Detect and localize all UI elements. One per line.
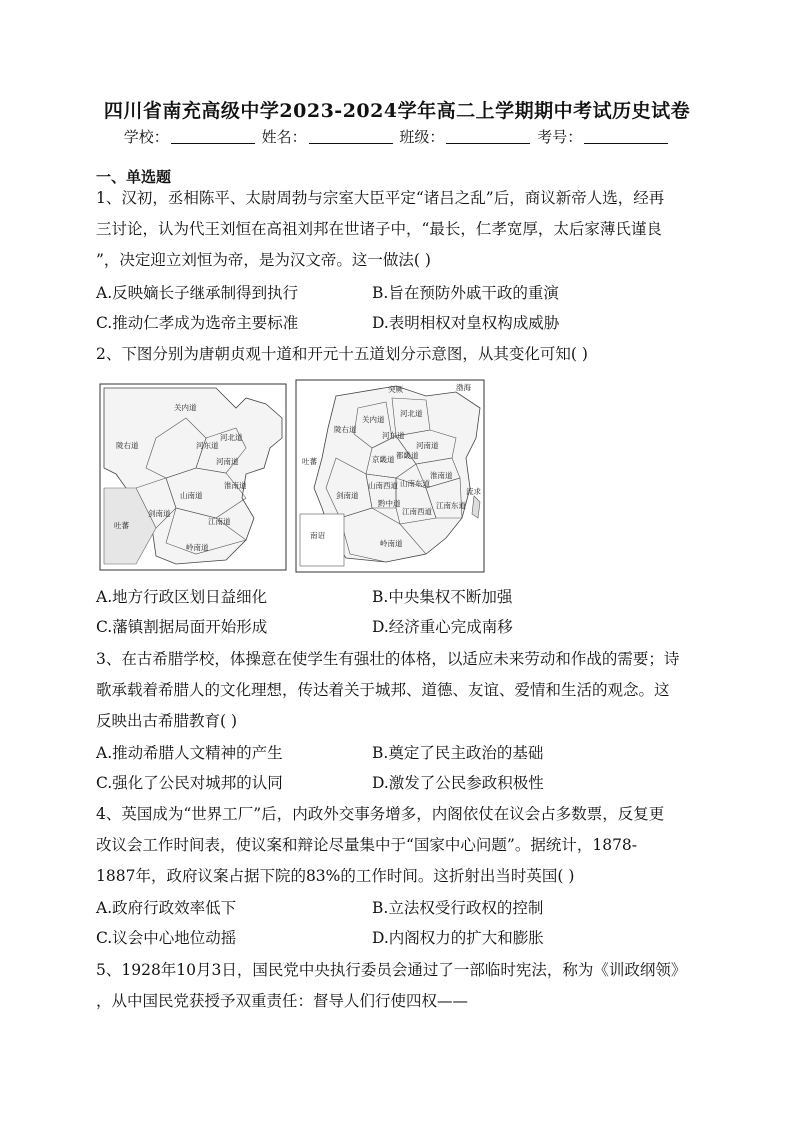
map2-label: 剑南道: [336, 491, 359, 500]
map1-label: 山南道: [180, 491, 203, 500]
class-blank[interactable]: [446, 129, 530, 144]
map1-label: 岭南道: [186, 543, 209, 552]
map2-label: 吐蕃: [302, 457, 317, 466]
question-3-stem: [96, 644, 696, 737]
question-2-stem: [96, 339, 696, 370]
map2-label: 河东道: [382, 431, 405, 440]
map1-label: 剑南道: [148, 509, 171, 518]
question-4-stem: [96, 799, 696, 892]
question-line: ”，决定迎立刘恒为帝，是为汉文帝。这一做法( ): [96, 251, 431, 269]
question-line: 5、1928年10月3日，国民党中央执行委员会通过了一部临时宪法，称为《训政纲领》: [96, 961, 687, 979]
map2-label: 关内道: [362, 415, 385, 424]
map1-label: 江南道: [208, 517, 231, 526]
question-line: 改议会工作时间表，使议案和辩论尽量集中于“国家中心问题”。据统计，1878-: [96, 836, 638, 854]
school-label: 学校：: [123, 128, 169, 146]
map1-label: 吐蕃: [114, 521, 129, 530]
map2-label: 京畿道: [372, 455, 395, 464]
name-blank[interactable]: [309, 129, 393, 144]
map2-label: 流求: [466, 487, 481, 496]
map2-label: 渤海: [456, 383, 471, 392]
option-b[interactable]: B.中央集权不断加强: [372, 588, 513, 606]
map2-label: 山南西道: [368, 481, 398, 490]
option-b[interactable]: B.立法权受行政权的控制: [372, 899, 544, 917]
map2-label: 陇右道: [334, 425, 357, 434]
class-label: 班级：: [399, 128, 445, 146]
map2-label: 都畿道: [396, 451, 419, 460]
question-line: 1、汉初，丞相陈平、太尉周勃与宗室大臣平定“诸吕之乱”后，商议新帝人选，经再: [96, 189, 665, 207]
school-blank[interactable]: [171, 129, 255, 144]
question-1-options: [96, 278, 696, 338]
question-line: 1887年，政府议案占据下院的83%的工作时间。这折射出当时英国( ): [96, 867, 575, 885]
exam-number-blank[interactable]: [584, 129, 668, 144]
option-d[interactable]: D.经济重心完成南移: [372, 618, 513, 636]
question-1-stem: [96, 183, 696, 276]
map2-label: 山南东道: [400, 479, 430, 488]
question-5-stem: [96, 955, 696, 1017]
page-title: 四川省南充高级中学2023-2024学年高二上学期期中考试历史试卷: [103, 100, 691, 122]
option-c[interactable]: C.强化了公民对城邦的认同: [96, 774, 283, 792]
option-a[interactable]: A.反映嫡长子继承制得到执行: [96, 284, 299, 302]
option-b[interactable]: B.旨在预防外戚干政的重演: [372, 284, 559, 302]
question-line: ，从中国民党获授予双重责任：督导人们行使四权——: [96, 992, 469, 1010]
question-line: 2、下图分别为唐朝贞观十道和开元十五道划分示意图，从其变化可知( ): [96, 345, 588, 363]
option-a[interactable]: A.推动希腊人文精神的产生: [96, 744, 283, 762]
map2-label: 南诏: [310, 531, 325, 540]
map2-label: 江南西道: [402, 507, 432, 516]
question-line: 3、在古希腊学校，体操意在使学生有强壮的体格，以适应未来劳动和作战的需要；诗: [96, 650, 680, 668]
exam-number-label: 考号：: [537, 128, 583, 146]
tang-maps-figure: [96, 378, 488, 576]
option-b[interactable]: B.奠定了民主政治的基础: [372, 744, 544, 762]
question-4-options: [96, 893, 696, 953]
question-line: 反映出古希腊教育( ): [96, 712, 238, 730]
option-d[interactable]: D.内阁权力的扩大和膨胀: [372, 929, 544, 947]
map1-label: 淮南道: [224, 481, 247, 490]
map2-label: 河北道: [400, 409, 423, 418]
map2-label: 江南东道: [436, 501, 466, 510]
question-line: 三讨论，认为代王刘恒在高祖刘邦在世诸子中，“最长，仁孝宽厚，太后家薄氏谨良: [96, 220, 662, 238]
map2-label: 岭南道: [380, 539, 403, 548]
map1-label: 关内道: [174, 403, 197, 412]
section-heading: 一、单选题: [96, 168, 172, 186]
question-line: 4、英国成为“世界工厂”后，内政外交事务增多，内阁依仗在议会占多数票，反复更: [96, 805, 665, 823]
map2-label: 黔中道: [378, 499, 401, 508]
option-d[interactable]: D.表明相权对皇权构成威胁: [372, 314, 560, 332]
question-2-options: [96, 582, 696, 642]
map1-label: 河南道: [216, 457, 239, 466]
map1-label: 河东道: [196, 441, 219, 450]
question-3-options: [96, 738, 696, 798]
zhenguan-map: [100, 384, 286, 570]
map2-label: 突厥: [388, 385, 403, 394]
option-c[interactable]: C.推动仁孝成为选帝主要标准: [96, 314, 299, 332]
option-c[interactable]: C.藩镇割据局面开始形成: [96, 618, 268, 636]
name-label: 姓名：: [261, 128, 307, 146]
map2-label: 淮南道: [430, 471, 453, 480]
kaiyuan-map: [296, 380, 484, 572]
map1-label: 河北道: [220, 433, 243, 442]
option-d[interactable]: D.激发了公民参政积极性: [372, 774, 544, 792]
option-a[interactable]: A.地方行政区划日益细化: [96, 588, 268, 606]
student-info-line: [0, 126, 794, 147]
tang-maps-svg: [96, 378, 488, 576]
map2-label: 河南道: [416, 441, 439, 450]
map1-label: 陇右道: [116, 441, 139, 450]
question-line: 歌承载着希腊人的文化理想，传达着关于城邦、道德、友谊、爱情和生活的观念。这: [96, 681, 670, 699]
option-c[interactable]: C.议会中心地位动摇: [96, 929, 237, 947]
option-a[interactable]: A.政府行政效率低下: [96, 899, 237, 917]
